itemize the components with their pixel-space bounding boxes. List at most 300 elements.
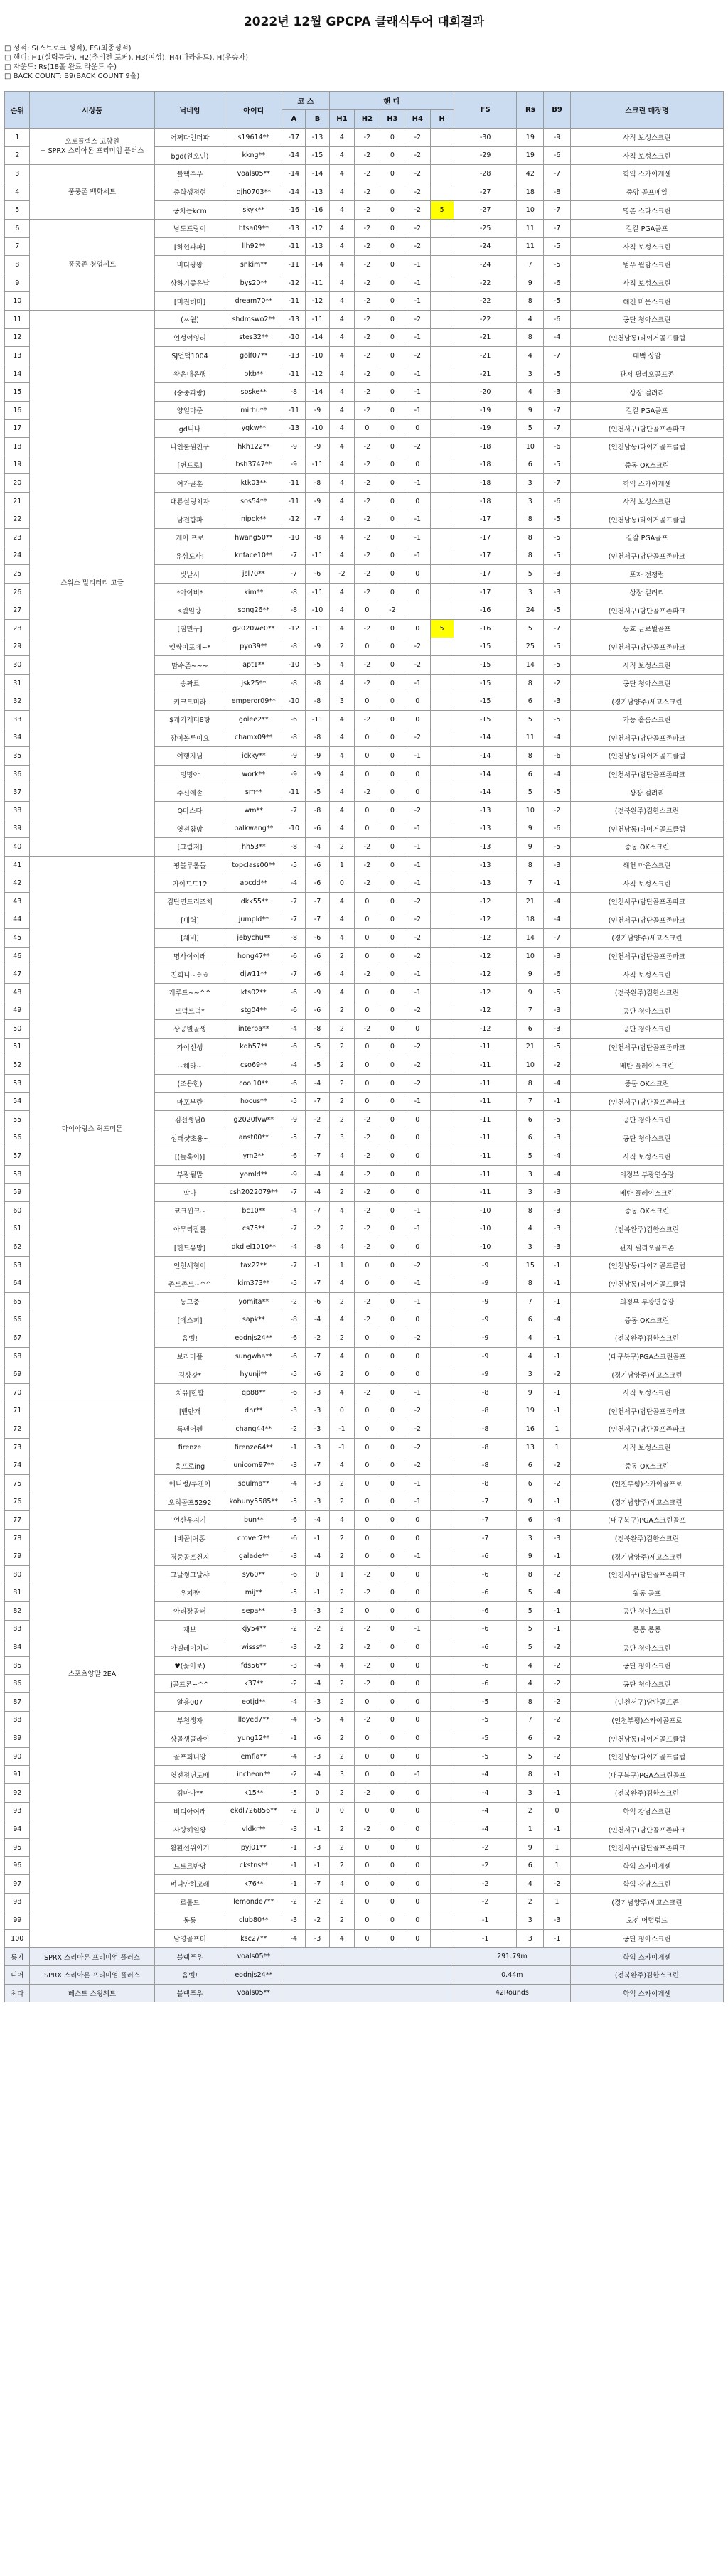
h4-cell: 0 bbox=[405, 1857, 430, 1875]
b9-cell: -1 bbox=[544, 1329, 571, 1348]
h-cell bbox=[430, 1147, 454, 1166]
h1-cell: 4 bbox=[329, 1456, 354, 1475]
h-cell bbox=[430, 347, 454, 365]
table-row bbox=[5, 219, 724, 237]
a-cell: -2 bbox=[282, 1675, 306, 1693]
screen-cell: 공단 청아스크린 bbox=[570, 1929, 723, 1948]
a-cell: -3 bbox=[282, 1456, 306, 1475]
h2-cell: 0 bbox=[355, 729, 380, 747]
col-h1: H1 bbox=[329, 110, 354, 129]
fs-cell: -4 bbox=[454, 1766, 517, 1784]
a-cell: -1 bbox=[282, 1875, 306, 1894]
h4-cell: -2 bbox=[405, 656, 430, 675]
screen-cell: 공단 청아스크린 bbox=[570, 1638, 723, 1657]
screen-cell: (인천서구)담단골프존파크 bbox=[570, 947, 723, 965]
rank-cell: 80 bbox=[5, 1565, 30, 1584]
rs-cell: 11 bbox=[517, 237, 544, 256]
screen-cell: (인천서구)담단골프존파크 bbox=[570, 911, 723, 929]
h1-cell: 4 bbox=[329, 347, 354, 365]
h4-cell: -2 bbox=[405, 201, 430, 220]
b9-cell: -1 bbox=[544, 1383, 571, 1402]
nick-cell: 블랙푸우 bbox=[154, 165, 225, 183]
id-cell: voals05** bbox=[225, 165, 282, 183]
fs-cell: -12 bbox=[454, 911, 517, 929]
screen-cell: 사직 보성스크린 bbox=[570, 656, 723, 675]
nick-cell: gd니나 bbox=[154, 419, 225, 438]
h1-cell: 3 bbox=[329, 1766, 354, 1784]
fs-cell: -11 bbox=[454, 1147, 517, 1166]
h4-cell: 0 bbox=[405, 1747, 430, 1766]
rs-cell: 5 bbox=[517, 419, 544, 438]
b9-cell: -1 bbox=[544, 1602, 571, 1621]
h-cell bbox=[430, 820, 454, 838]
a-cell: -6 bbox=[282, 1002, 306, 1020]
h3-cell: 0 bbox=[380, 1875, 405, 1894]
screen-cell: (인천서구)담단골프존파크 bbox=[570, 419, 723, 438]
h4-cell: -1 bbox=[405, 1383, 430, 1402]
rs-cell: 18 bbox=[517, 183, 544, 201]
b-cell: -2 bbox=[306, 1911, 329, 1930]
rank-cell: 71 bbox=[5, 1402, 30, 1420]
b-cell: -15 bbox=[306, 146, 329, 165]
rs-cell: 3 bbox=[517, 365, 544, 383]
fs-cell: -4 bbox=[454, 1802, 517, 1820]
h-cell bbox=[430, 1474, 454, 1493]
a-cell: -14 bbox=[282, 183, 306, 201]
b-cell: -1 bbox=[306, 1584, 329, 1602]
b9-cell: -4 bbox=[544, 1511, 571, 1530]
h2-cell: 0 bbox=[355, 983, 380, 1002]
h-cell bbox=[430, 365, 454, 383]
h1-cell: 4 bbox=[329, 438, 354, 456]
fs-cell: -12 bbox=[454, 929, 517, 948]
b-cell: -9 bbox=[306, 492, 329, 510]
fs-cell: -5 bbox=[454, 1711, 517, 1729]
id-cell: sapk** bbox=[225, 1311, 282, 1329]
rs-cell: 8 bbox=[517, 1766, 544, 1784]
h2-cell: 0 bbox=[355, 911, 380, 929]
b9-cell: 1 bbox=[544, 1893, 571, 1911]
h-cell bbox=[430, 1784, 454, 1803]
id-cell: stes32** bbox=[225, 328, 282, 347]
screen-cell: 상장 걸려리 bbox=[570, 783, 723, 802]
fs-cell: -15 bbox=[454, 638, 517, 656]
h2-cell: -2 bbox=[355, 620, 380, 638]
screen-cell: 의정부 부광연습장 bbox=[570, 1165, 723, 1184]
id-cell: bsh3747** bbox=[225, 456, 282, 474]
h4-cell: 0 bbox=[405, 711, 430, 729]
h-cell bbox=[430, 1056, 454, 1075]
b-cell: -3 bbox=[306, 1402, 329, 1420]
id-cell: s19614** bbox=[225, 129, 282, 147]
award-shop: 학익 스카이게센 bbox=[570, 1948, 723, 1966]
rank-cell: 93 bbox=[5, 1802, 30, 1820]
rank-cell: 65 bbox=[5, 1293, 30, 1311]
h4-cell: -2 bbox=[405, 911, 430, 929]
rank-cell: 87 bbox=[5, 1693, 30, 1712]
h3-cell: 0 bbox=[380, 765, 405, 783]
screen-cell: 사직 보성스크린 bbox=[570, 965, 723, 984]
b-cell: -4 bbox=[306, 1184, 329, 1202]
rs-cell: 6 bbox=[517, 1857, 544, 1875]
rs-cell: 1 bbox=[517, 1820, 544, 1839]
b-cell: 0 bbox=[306, 1784, 329, 1803]
h-cell bbox=[430, 1638, 454, 1657]
h1-cell: 4 bbox=[329, 892, 354, 911]
a-cell: -4 bbox=[282, 1747, 306, 1766]
h1-cell: 2 bbox=[329, 947, 354, 965]
h-cell bbox=[430, 1038, 454, 1056]
award-row bbox=[5, 1965, 724, 1984]
b-cell: -4 bbox=[306, 1766, 329, 1784]
a-cell: -11 bbox=[282, 237, 306, 256]
screen-cell: (인천서구)담단골프존파크 bbox=[570, 1402, 723, 1420]
h4-cell: -2 bbox=[405, 219, 430, 237]
h3-cell: 0 bbox=[380, 874, 405, 893]
b9-cell: -7 bbox=[544, 620, 571, 638]
fs-cell: -6 bbox=[454, 1602, 517, 1621]
h3-cell: 0 bbox=[380, 1893, 405, 1911]
screen-cell: 관저 필리오골프존 bbox=[570, 1238, 723, 1257]
h4-cell: -1 bbox=[405, 1274, 430, 1293]
fs-cell: -12 bbox=[454, 947, 517, 965]
screen-cell: 중동 OK스크린 bbox=[570, 1202, 723, 1220]
screen-cell: (경기남양주)세고스크린 bbox=[570, 1365, 723, 1384]
h3-cell: 0 bbox=[380, 310, 405, 328]
nick-cell: [그림저] bbox=[154, 838, 225, 857]
rs-cell: 3 bbox=[517, 1529, 544, 1547]
h1-cell: 4 bbox=[329, 729, 354, 747]
id-cell: lemonde7** bbox=[225, 1893, 282, 1911]
fs-cell: -11 bbox=[454, 1184, 517, 1202]
nick-cell: 양얼마준 bbox=[154, 401, 225, 419]
rs-cell: 9 bbox=[517, 401, 544, 419]
h-cell bbox=[430, 1002, 454, 1020]
col-a: A bbox=[282, 110, 306, 129]
a-cell: -5 bbox=[282, 1493, 306, 1511]
fs-cell: -24 bbox=[454, 237, 517, 256]
h1-cell: 2 bbox=[329, 1820, 354, 1839]
h2-cell: 0 bbox=[355, 765, 380, 783]
h3-cell: 0 bbox=[380, 638, 405, 656]
h4-cell: 0 bbox=[405, 1111, 430, 1129]
fs-cell: -8 bbox=[454, 1383, 517, 1402]
rank-cell: 34 bbox=[5, 729, 30, 747]
b-cell: -4 bbox=[306, 1547, 329, 1566]
h-cell bbox=[430, 783, 454, 802]
legend-note: □ 성적: S(스트로크 성적), FS(최종성적) bbox=[4, 45, 132, 53]
rank-cell: 52 bbox=[5, 1056, 30, 1075]
h1-cell: 2 bbox=[329, 1602, 354, 1621]
table-row bbox=[5, 856, 724, 874]
id-cell: dream70** bbox=[225, 292, 282, 311]
screen-cell: (인천서구)담단골프존파크 bbox=[570, 638, 723, 656]
a-cell: -9 bbox=[282, 765, 306, 783]
nick-cell: 코크윈크~ bbox=[154, 1202, 225, 1220]
screen-cell: 의정부 부광연습장 bbox=[570, 1293, 723, 1311]
fs-cell: -11 bbox=[454, 1074, 517, 1093]
nick-cell: (조용한) bbox=[154, 1074, 225, 1093]
id-cell: ickky** bbox=[225, 747, 282, 766]
h3-cell: 0 bbox=[380, 492, 405, 510]
fs-cell: -15 bbox=[454, 656, 517, 675]
nick-cell: 명사이이래 bbox=[154, 947, 225, 965]
b9-cell: -5 bbox=[544, 292, 571, 311]
h1-cell: 2 bbox=[329, 1056, 354, 1075]
rs-cell: 7 bbox=[517, 256, 544, 274]
h2-cell: -2 bbox=[355, 219, 380, 237]
fs-cell: -8 bbox=[454, 1474, 517, 1493]
h1-cell: 4 bbox=[329, 656, 354, 675]
h3-cell: 0 bbox=[380, 1547, 405, 1566]
nick-cell: 김단면드리즈치 bbox=[154, 892, 225, 911]
h2-cell: 0 bbox=[355, 1766, 380, 1784]
id-cell: fds56** bbox=[225, 1656, 282, 1675]
h1-cell: 4 bbox=[329, 711, 354, 729]
h2-cell: 0 bbox=[355, 1875, 380, 1894]
h4-cell: -2 bbox=[405, 1256, 430, 1274]
a-cell: -9 bbox=[282, 1165, 306, 1184]
b9-cell: -3 bbox=[544, 692, 571, 711]
h1-cell: 4 bbox=[329, 547, 354, 565]
rs-cell: 7 bbox=[517, 1093, 544, 1111]
h1-cell: 4 bbox=[329, 1347, 354, 1365]
h3-cell: 0 bbox=[380, 620, 405, 638]
h3-cell: 0 bbox=[380, 1383, 405, 1402]
h-cell bbox=[430, 1093, 454, 1111]
h3-cell: 0 bbox=[380, 1766, 405, 1784]
h-cell bbox=[430, 601, 454, 620]
h3-cell: 0 bbox=[380, 274, 405, 292]
screen-cell: 길갈 PGA골프 bbox=[570, 401, 723, 419]
h2-cell: -2 bbox=[355, 474, 380, 493]
screen-cell: 사직 보성스크린 bbox=[570, 274, 723, 292]
b-cell: -13 bbox=[306, 237, 329, 256]
h2-cell: -2 bbox=[355, 1565, 380, 1584]
a-cell: -5 bbox=[282, 1584, 306, 1602]
h-cell bbox=[430, 492, 454, 510]
h3-cell: 0 bbox=[380, 1402, 405, 1420]
h-cell bbox=[430, 1256, 454, 1274]
b-cell: -5 bbox=[306, 656, 329, 675]
rank-cell: 43 bbox=[5, 892, 30, 911]
rank-cell: 59 bbox=[5, 1184, 30, 1202]
rank-cell: 66 bbox=[5, 1311, 30, 1329]
b-cell: -5 bbox=[306, 1056, 329, 1075]
h1-cell: 4 bbox=[329, 1929, 354, 1948]
b9-cell: -5 bbox=[544, 711, 571, 729]
h2-cell: 0 bbox=[355, 1038, 380, 1056]
fs-cell: -12 bbox=[454, 892, 517, 911]
b9-cell: -4 bbox=[544, 729, 571, 747]
h1-cell: 4 bbox=[329, 1711, 354, 1729]
h4-cell: 0 bbox=[405, 1311, 430, 1329]
id-cell: kim** bbox=[225, 583, 282, 601]
id-cell: abcdd** bbox=[225, 874, 282, 893]
rs-cell: 2 bbox=[517, 1893, 544, 1911]
h2-cell: -2 bbox=[355, 365, 380, 383]
h1-cell: 4 bbox=[329, 1875, 354, 1894]
h4-cell: -1 bbox=[405, 1766, 430, 1784]
award-nick: 블랙푸우 bbox=[154, 1948, 225, 1966]
b9-cell: -6 bbox=[544, 310, 571, 328]
h1-cell: 4 bbox=[329, 183, 354, 201]
b-cell: -8 bbox=[306, 1238, 329, 1257]
h3-cell: 0 bbox=[380, 1238, 405, 1257]
id-cell: dhr** bbox=[225, 1402, 282, 1420]
fs-cell: -18 bbox=[454, 438, 517, 456]
b-cell: -12 bbox=[306, 365, 329, 383]
col-h4: H4 bbox=[405, 110, 430, 129]
a-cell: -12 bbox=[282, 620, 306, 638]
col-nick: 닉네임 bbox=[154, 92, 225, 129]
id-cell: kohuny5585** bbox=[225, 1493, 282, 1511]
rank-cell: 17 bbox=[5, 419, 30, 438]
rank-cell: 47 bbox=[5, 965, 30, 984]
h3-cell: 0 bbox=[380, 438, 405, 456]
b9-cell: -4 bbox=[544, 1311, 571, 1329]
nick-cell: 핑블루롤돌 bbox=[154, 856, 225, 874]
h3-cell: 0 bbox=[380, 1184, 405, 1202]
nick-cell: 키코트미라 bbox=[154, 692, 225, 711]
rank-cell: 27 bbox=[5, 601, 30, 620]
id-cell: kdh57** bbox=[225, 1038, 282, 1056]
h2-cell: -2 bbox=[355, 965, 380, 984]
h3-cell: 0 bbox=[380, 583, 405, 601]
nick-cell: 캐루트~~^^ bbox=[154, 983, 225, 1002]
b9-cell: -1 bbox=[544, 1347, 571, 1365]
rank-cell: 41 bbox=[5, 856, 30, 874]
h-cell bbox=[430, 565, 454, 584]
fs-cell: -6 bbox=[454, 1547, 517, 1566]
nick-cell: 왕은내은행 bbox=[154, 365, 225, 383]
fs-cell: -22 bbox=[454, 310, 517, 328]
id-cell: ygkw** bbox=[225, 419, 282, 438]
rank-cell: 38 bbox=[5, 801, 30, 820]
h1-cell: 4 bbox=[329, 474, 354, 493]
h2-cell: 0 bbox=[355, 1547, 380, 1566]
h1-cell: 2 bbox=[329, 1911, 354, 1930]
screen-cell: 해천 마운스크린 bbox=[570, 856, 723, 874]
h1-cell: 0 bbox=[329, 1802, 354, 1820]
h-cell bbox=[430, 1347, 454, 1365]
h3-cell: 0 bbox=[380, 547, 405, 565]
b9-cell: -1 bbox=[544, 1820, 571, 1839]
nick-cell: 아리장골퍼 bbox=[154, 1602, 225, 1621]
screen-cell: 학익 스카이게센 bbox=[570, 1857, 723, 1875]
id-cell: kts02** bbox=[225, 983, 282, 1002]
screen-cell: (인천남동)타이거골프클럽 bbox=[570, 328, 723, 347]
rank-cell: 99 bbox=[5, 1911, 30, 1930]
rs-cell: 9 bbox=[517, 983, 544, 1002]
nick-cell: [하현파파] bbox=[154, 237, 225, 256]
a-cell: -4 bbox=[282, 1474, 306, 1493]
fs-cell: -13 bbox=[454, 820, 517, 838]
rs-cell: 13 bbox=[517, 1438, 544, 1456]
screen-cell: (경기남양주)세고스크린 bbox=[570, 1547, 723, 1566]
fs-cell: -6 bbox=[454, 1584, 517, 1602]
a-cell: -8 bbox=[282, 601, 306, 620]
id-cell: firenze64** bbox=[225, 1438, 282, 1456]
rank-cell: 56 bbox=[5, 1129, 30, 1147]
b-cell: -2 bbox=[306, 1111, 329, 1129]
h4-cell: -2 bbox=[405, 1438, 430, 1456]
nick-cell: 경중골프천지 bbox=[154, 1547, 225, 1566]
h4-cell: -2 bbox=[405, 183, 430, 201]
b9-cell: -6 bbox=[544, 820, 571, 838]
id-cell: ksc27** bbox=[225, 1929, 282, 1948]
rs-cell: 10 bbox=[517, 438, 544, 456]
id-cell: htsa09** bbox=[225, 219, 282, 237]
b-cell: -4 bbox=[306, 1311, 329, 1329]
h1-cell: 4 bbox=[329, 129, 354, 147]
a-cell: -7 bbox=[282, 1220, 306, 1238]
h-cell bbox=[430, 1857, 454, 1875]
h2-cell: -2 bbox=[355, 1111, 380, 1129]
a-cell: -2 bbox=[282, 1620, 306, 1638]
h2-cell: 0 bbox=[355, 1420, 380, 1439]
a-cell: -5 bbox=[282, 1365, 306, 1384]
rs-cell: 11 bbox=[517, 729, 544, 747]
rs-cell: 19 bbox=[517, 1402, 544, 1420]
fs-cell: -18 bbox=[454, 456, 517, 474]
h3-cell: 0 bbox=[380, 856, 405, 874]
h3-cell: 0 bbox=[380, 674, 405, 692]
screen-cell: (대구북구)PGA스크린골프 bbox=[570, 1766, 723, 1784]
b9-cell: -1 bbox=[544, 1093, 571, 1111]
h4-cell: 0 bbox=[405, 1838, 430, 1857]
col-id: 아이디 bbox=[225, 92, 282, 129]
h1-cell: 2 bbox=[329, 1074, 354, 1093]
nick-cell: 그날썽그날샤 bbox=[154, 1565, 225, 1584]
table-row bbox=[5, 310, 724, 328]
h4-cell: 0 bbox=[405, 1584, 430, 1602]
h3-cell: 0 bbox=[380, 1311, 405, 1329]
a-cell: -10 bbox=[282, 328, 306, 347]
h4-cell: 0 bbox=[405, 1656, 430, 1675]
a-cell: -7 bbox=[282, 547, 306, 565]
id-cell: llh92** bbox=[225, 237, 282, 256]
h2-cell: 0 bbox=[355, 1474, 380, 1493]
h2-cell: 0 bbox=[355, 1729, 380, 1748]
award-value: 0.44m bbox=[454, 1965, 570, 1984]
h4-cell: -1 bbox=[405, 674, 430, 692]
h1-cell: 4 bbox=[329, 1383, 354, 1402]
h2-cell: 0 bbox=[355, 638, 380, 656]
b-cell: -6 bbox=[306, 965, 329, 984]
h2-cell: -2 bbox=[355, 165, 380, 183]
h2-cell: -2 bbox=[355, 838, 380, 857]
id-cell: wisss** bbox=[225, 1638, 282, 1657]
a-cell: -4 bbox=[282, 1711, 306, 1729]
nick-cell: 여카골훈 bbox=[154, 474, 225, 493]
nick-cell: $캐기캐터8향 bbox=[154, 711, 225, 729]
screen-cell: 관저 필리오골프존 bbox=[570, 365, 723, 383]
h-cell bbox=[430, 1529, 454, 1547]
rs-cell: 5 bbox=[517, 1602, 544, 1621]
h4-cell: 0 bbox=[405, 1675, 430, 1693]
screen-cell: (인천남동)타이거골프클럽 bbox=[570, 747, 723, 766]
b9-cell: -7 bbox=[544, 401, 571, 419]
h-cell bbox=[430, 1493, 454, 1511]
a-cell: -6 bbox=[282, 1383, 306, 1402]
b9-cell: -5 bbox=[544, 510, 571, 529]
nick-cell: 애니렁/루켄이 bbox=[154, 1474, 225, 1493]
h1-cell: 2 bbox=[329, 1638, 354, 1657]
id-cell: galade** bbox=[225, 1547, 282, 1566]
screen-cell: 중동 OK스크린 bbox=[570, 456, 723, 474]
b-cell: -14 bbox=[306, 256, 329, 274]
